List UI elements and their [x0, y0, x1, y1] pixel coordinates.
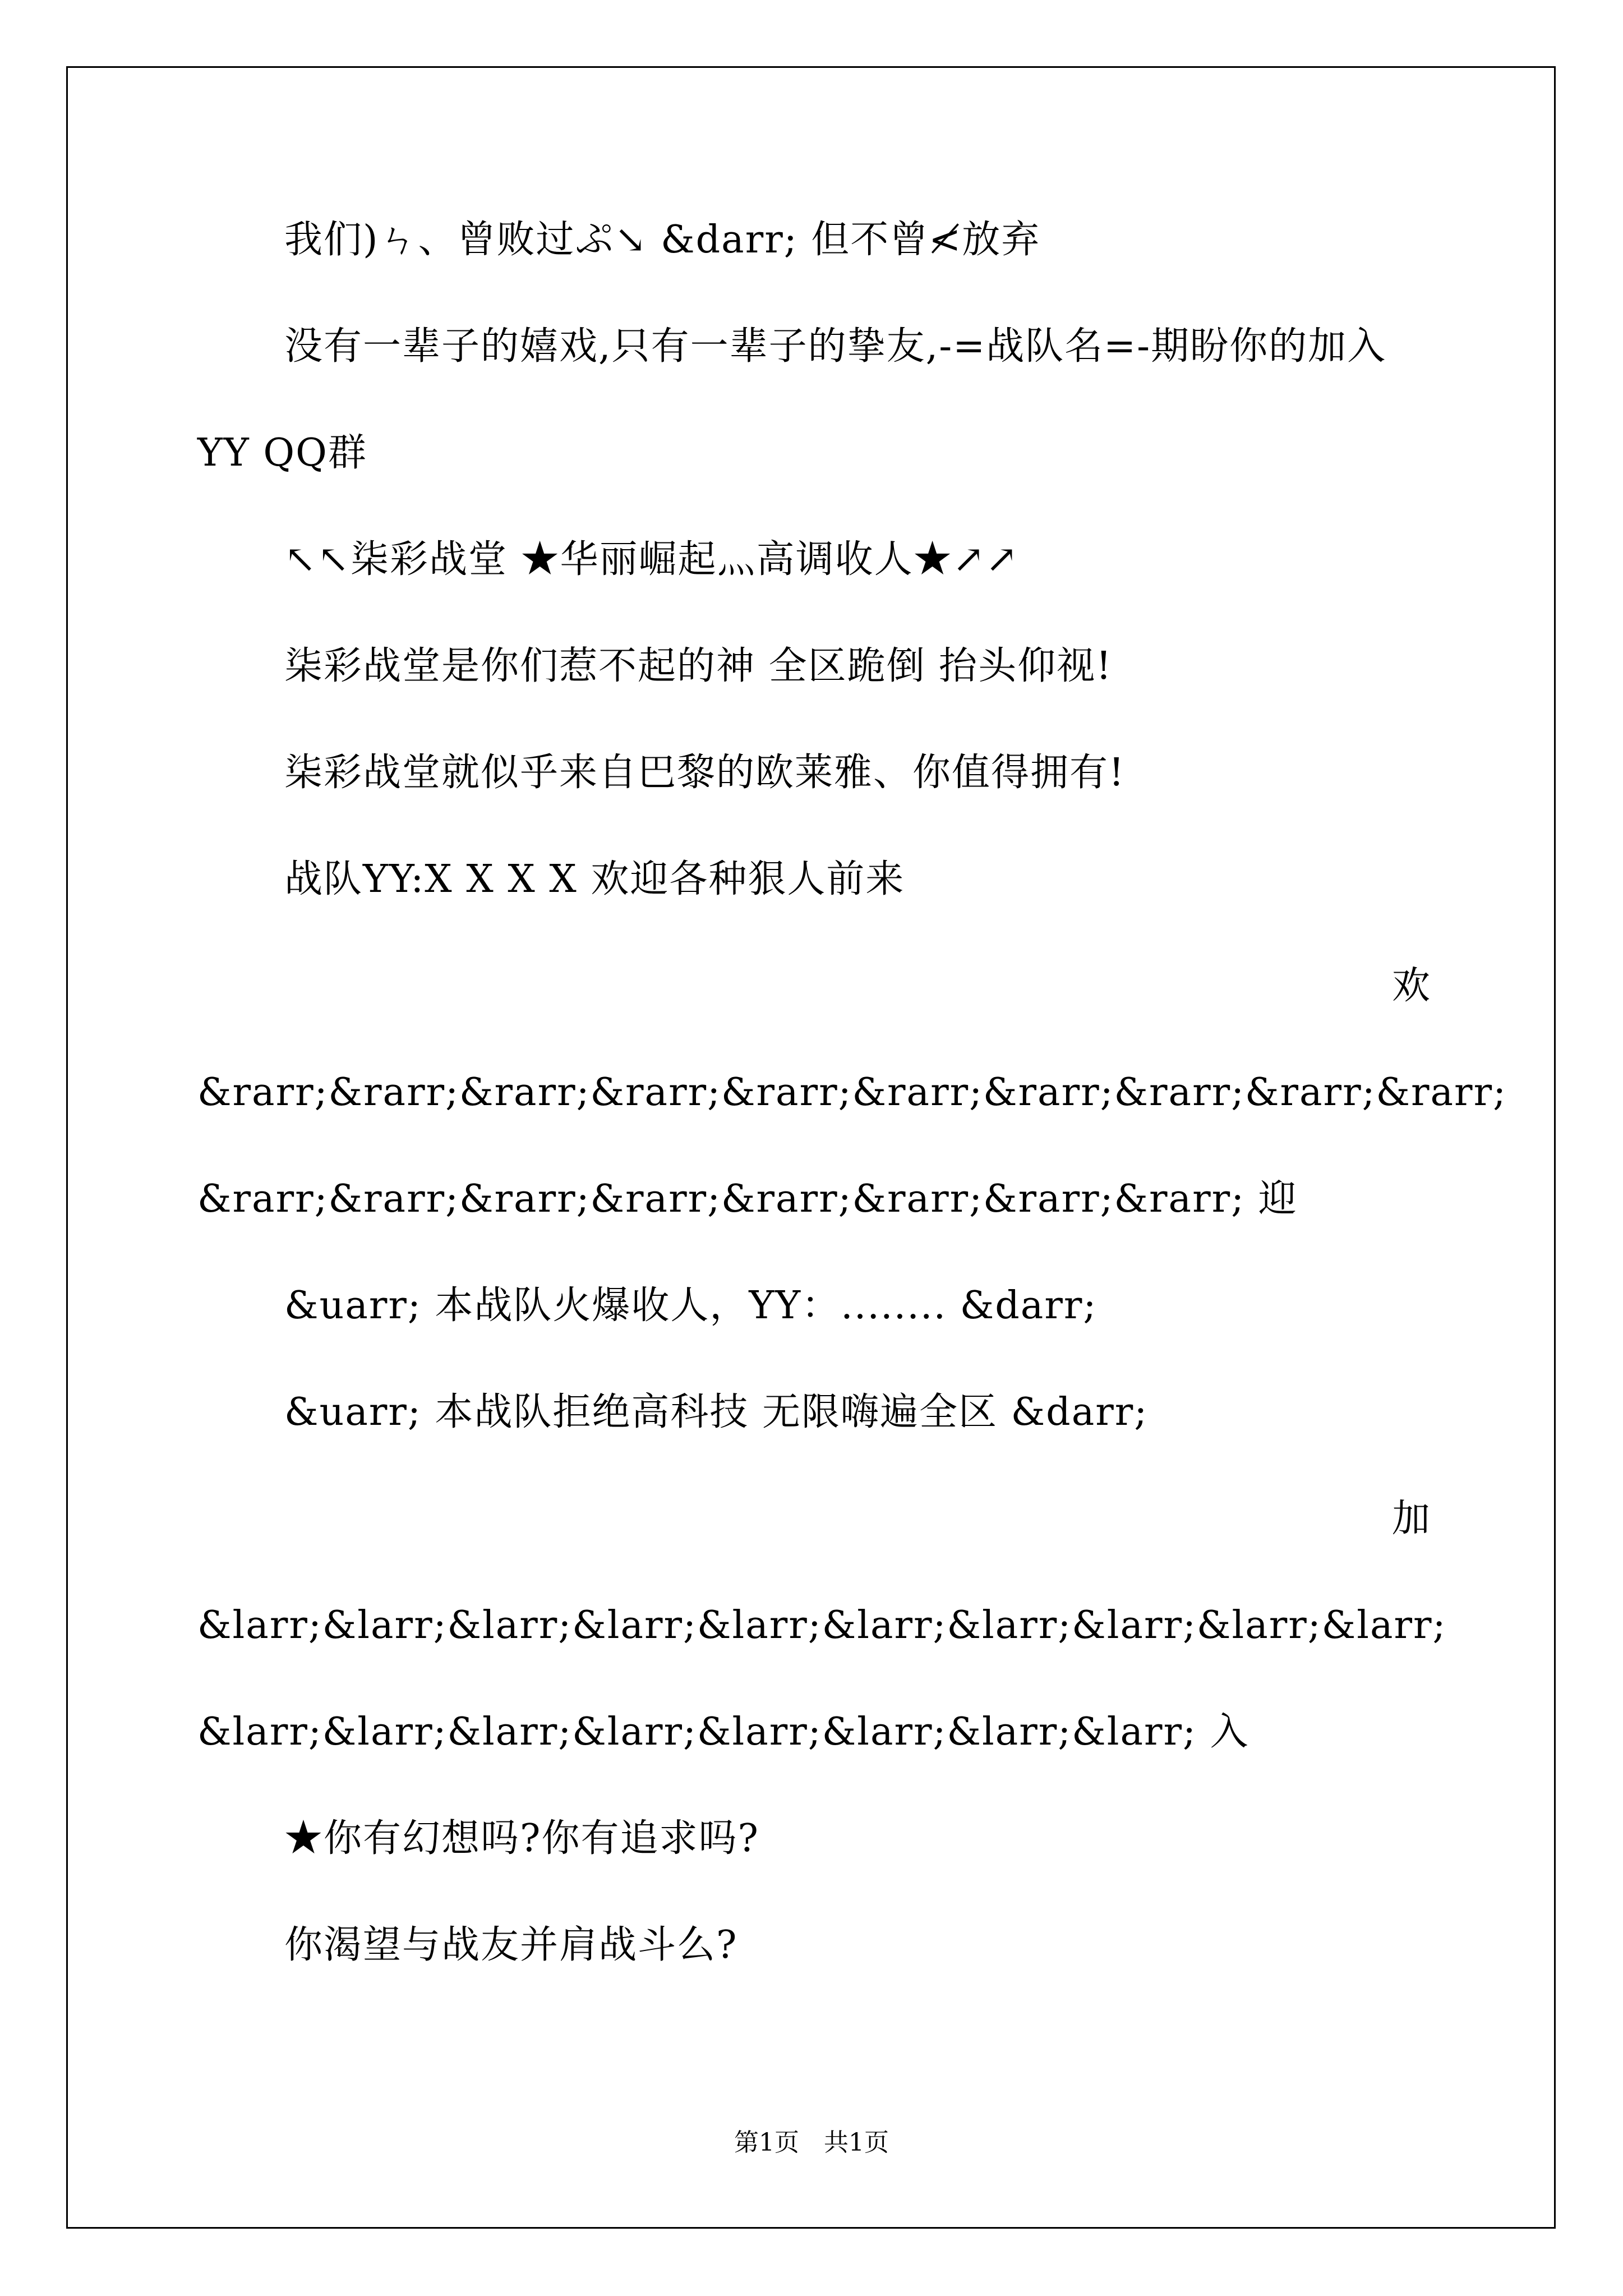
- text-line: 战队YY:X X X X 欢迎各种狠人前来: [284, 857, 905, 901]
- text-line: &uarr; 本战队拒绝高科技 无限嗨遍全区 &darr;: [284, 1390, 1149, 1434]
- text-line: &larr;&larr;&larr;&larr;&larr;&larr;&larr;&larr; 入: [197, 1710, 1249, 1754]
- text-line: 没有一辈子的嬉戏,只有一辈子的挚友,-=战队名=-期盼你的加入: [284, 324, 1387, 369]
- text-line: ↖↖柒彩战堂 ★华丽崛起灬高调收人★↗↗: [284, 537, 1019, 582]
- page-footer: 第1页 共1页: [734, 2128, 889, 2157]
- page-border: [66, 66, 1556, 2229]
- text-line: &rarr;&rarr;&rarr;&rarr;&rarr;&rarr;&rarr;&rarr;&rarr;&rarr;: [197, 1070, 1507, 1115]
- text-line: 加: [1391, 1497, 1431, 1541]
- text-line: 你渴望与战友并肩战斗么?: [284, 1923, 738, 1967]
- text-line: &uarr; 本战队火爆收人，YY：........ &darr;: [284, 1283, 1098, 1328]
- text-line: 我们)ㄣ、曾败过ぷ↘ &darr; 但不曾≮放弃: [284, 218, 1041, 262]
- text-line: 欢: [1391, 964, 1431, 1008]
- text-line: &larr;&larr;&larr;&larr;&larr;&larr;&larr;&larr;&larr;&larr;: [197, 1603, 1447, 1648]
- text-line: ★你有幻想吗?你有追求吗?: [284, 1816, 759, 1861]
- text-line: &rarr;&rarr;&rarr;&rarr;&rarr;&rarr;&rarr;&rarr; 迎: [197, 1177, 1298, 1221]
- text-line: 柒彩战堂就似乎来自巴黎的欧莱雅、你值得拥有!: [284, 751, 1126, 795]
- text-line: YY QQ群: [197, 431, 367, 475]
- text-line: 柒彩战堂是你们惹不起的神 全区跪倒 抬头仰视!: [284, 644, 1113, 688]
